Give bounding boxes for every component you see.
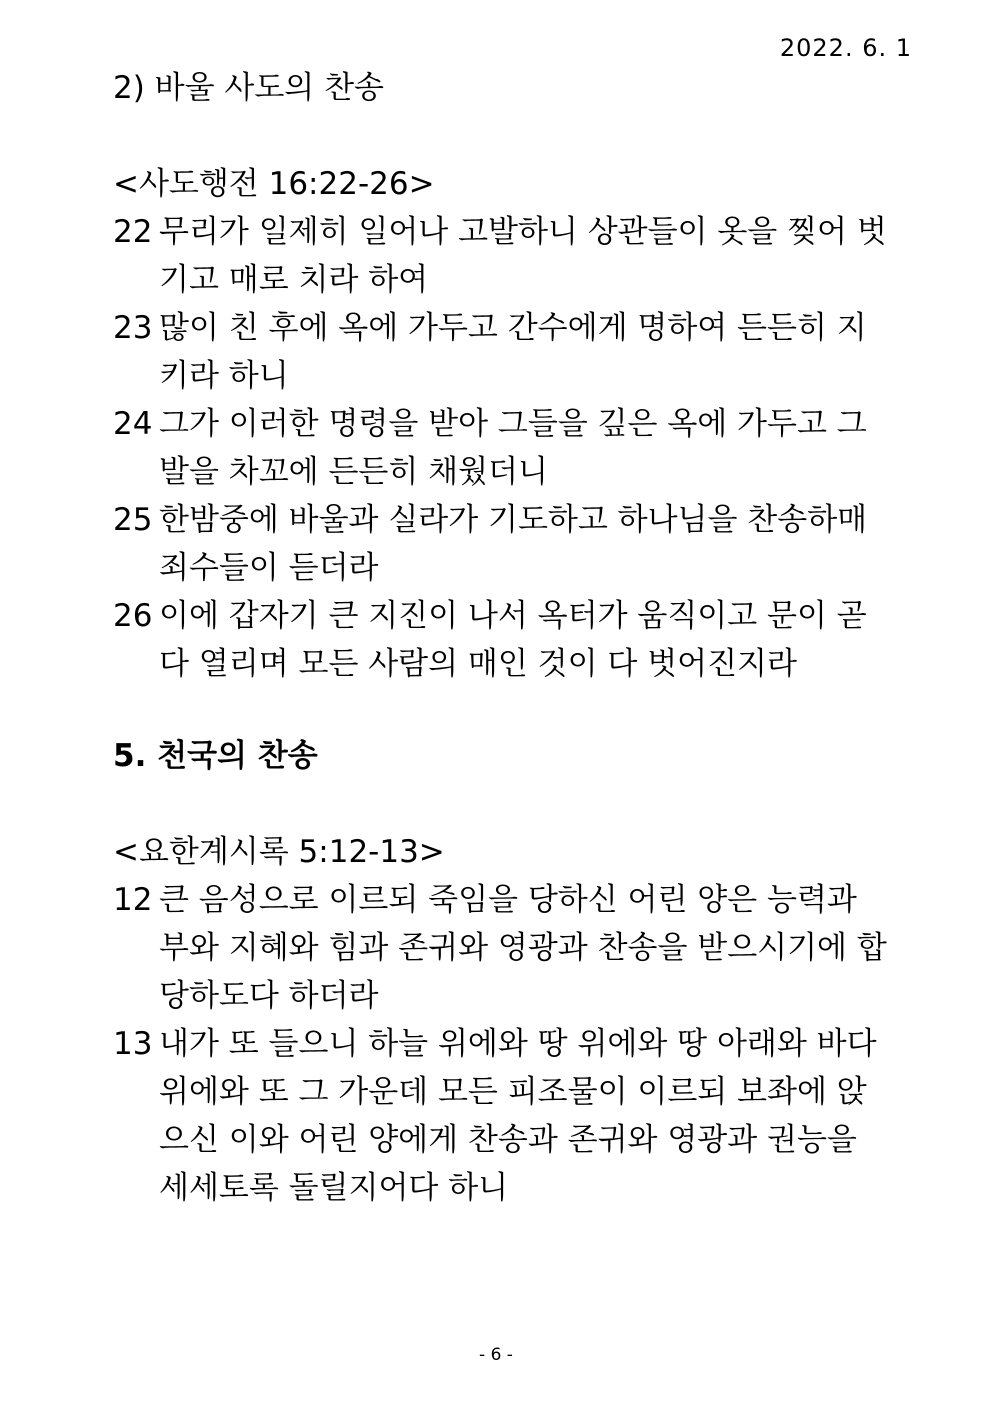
- verse-line: 기고 매로 치라 하여: [159, 262, 429, 298]
- page-number: - 6 -: [479, 1345, 513, 1365]
- verse-line: 부와 지혜와 힘과 존귀와 영광과 찬송을 받으시기에 합: [159, 930, 887, 966]
- verse-line: 발을 차꼬에 든든히 채웠더니: [159, 454, 548, 490]
- verse-number: 12: [113, 882, 153, 918]
- verse-number: 25: [113, 502, 153, 538]
- verse-number: 23: [113, 310, 153, 346]
- verse-line: 그가 이러한 명령을 받아 그들을 깊은 옥에 가두고 그: [159, 406, 867, 442]
- verse: [113, 592, 913, 688]
- verse: [113, 304, 913, 400]
- passage-verses-revelation: [113, 876, 913, 1212]
- verse-line: 당하도다 하더라: [159, 978, 379, 1014]
- verse-line: 무리가 일제히 일어나 고발하니 상관들이 옷을 찢어 벗: [159, 214, 887, 250]
- verse-line: 큰 음성으로 이르되 죽임을 당하신 어린 양은 능력과: [159, 882, 857, 918]
- document-date: 2022. 6. 1: [779, 34, 912, 62]
- document-body: [113, 64, 913, 1212]
- verse-line: 죄수들이 듣더라: [159, 550, 379, 586]
- verse-line: 많이 친 후에 옥에 가두고 간수에게 명하여 든든히 지: [159, 310, 867, 346]
- verse: [113, 400, 913, 496]
- verse-text: [159, 876, 913, 1020]
- verse-text: [159, 1020, 913, 1212]
- verse-line: 세세토록 돌릴지어다 하니: [159, 1170, 509, 1206]
- verse: [113, 496, 913, 592]
- verse-text: [159, 592, 913, 688]
- section-heading: 5. 천국의 찬송: [113, 738, 318, 774]
- verse: [113, 208, 913, 304]
- verse-line: 내가 또 들으니 하늘 위에와 땅 위에와 땅 아래와 바다: [159, 1026, 877, 1062]
- verse-line: 으신 이와 어린 양에게 찬송과 존귀와 영광과 권능을: [159, 1122, 857, 1158]
- verse-line: 한밤중에 바울과 실라가 기도하고 하나님을 찬송하매: [159, 502, 868, 538]
- verse-line: 다 열리며 모든 사람의 매인 것이 다 벗어진지라: [159, 646, 797, 682]
- passage-reference-acts: <사도행전 16:22-26>: [113, 166, 435, 202]
- subheading: 2) 바울 사도의 찬송: [113, 70, 385, 106]
- verse-number: 22: [113, 214, 153, 250]
- verse-number: 24: [113, 406, 153, 442]
- verse-line: 위에와 또 그 가운데 모든 피조물이 이르되 보좌에 앉: [159, 1074, 867, 1110]
- verse-text: [159, 304, 913, 400]
- passage-verses-acts: [113, 208, 913, 688]
- verse-number: 13: [113, 1026, 153, 1062]
- verse: [113, 1020, 913, 1212]
- verse-line: 키라 하니: [159, 358, 289, 394]
- passage-reference-revelation: <요한계시록 5:12-13>: [113, 834, 445, 870]
- verse-number: 26: [113, 598, 153, 634]
- verse-text: [159, 496, 913, 592]
- verse: [113, 876, 913, 1020]
- verse-line: 이에 갑자기 큰 지진이 나서 옥터가 움직이고 문이 곧: [159, 598, 867, 634]
- verse-text: [159, 400, 913, 496]
- verse-text: [159, 208, 913, 304]
